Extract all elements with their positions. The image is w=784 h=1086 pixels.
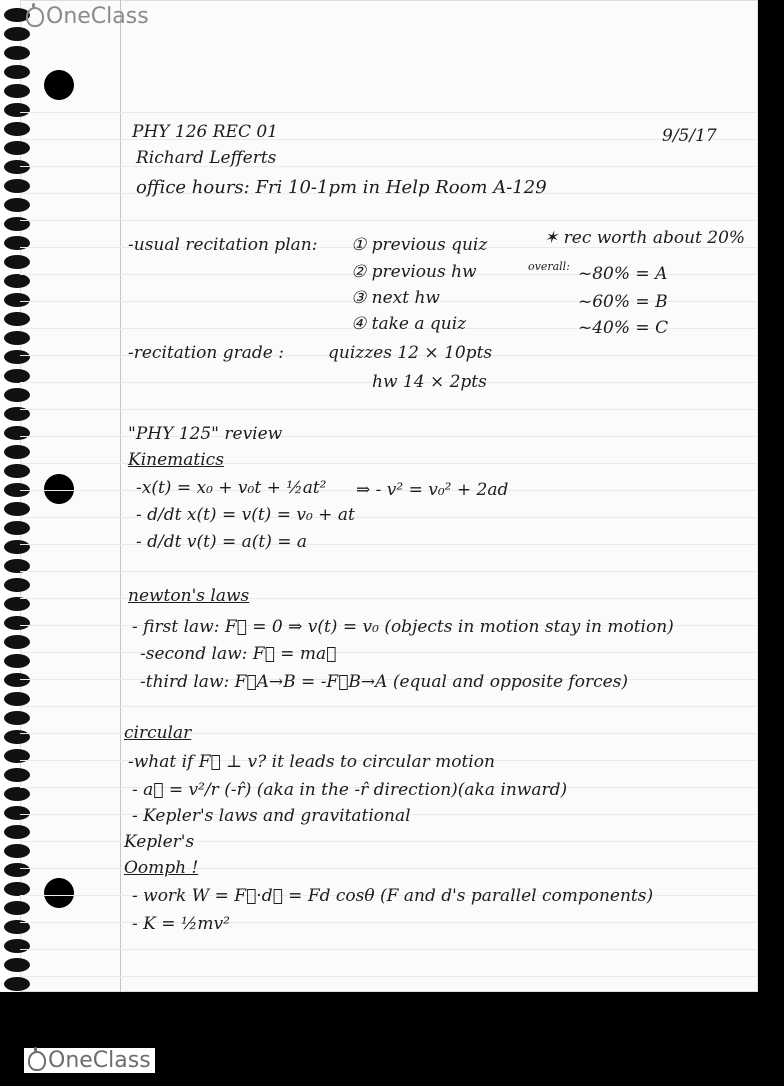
kinematics-heading: Kinematics	[128, 450, 224, 470]
spiral-coil	[4, 198, 30, 212]
spiral-coil	[4, 141, 30, 155]
spiral-coil	[4, 388, 30, 402]
grade-cutoff: ~60% = B	[578, 292, 668, 312]
recitation-plan-label: -usual recitation plan:	[128, 235, 318, 255]
spiral-coil	[4, 293, 30, 307]
newton-law: -third law: F⃗A→B = -F⃗B→A (equal and opposite forces)	[140, 672, 629, 692]
oomph-line: - K = ½mv²	[132, 914, 230, 934]
spiral-coil	[4, 255, 30, 269]
oomph-heading: Oomph !	[124, 858, 199, 878]
spiral-coil	[4, 426, 30, 440]
circular-line: - Kepler's laws and gravitational	[132, 806, 411, 826]
spiral-coil	[4, 844, 30, 858]
ruled-line	[20, 544, 758, 545]
spiral-coil	[4, 673, 30, 687]
watermark-text: OneClass	[46, 4, 149, 29]
watermark-bottom	[24, 1048, 155, 1073]
ruled-line	[20, 139, 758, 140]
spiral-coil	[4, 939, 30, 953]
ruled-line	[20, 517, 758, 518]
punch-hole	[44, 474, 74, 504]
ruled-line	[20, 949, 758, 950]
newton-law: -second law: F⃗ = ma⃗	[140, 644, 337, 664]
oneclass-logo-icon	[26, 7, 44, 27]
plan-item: ① previous quiz	[351, 235, 488, 255]
oneclass-logo-icon	[28, 1051, 46, 1071]
ruled-line	[20, 652, 758, 653]
keplers-text: Kepler's	[124, 832, 195, 852]
overall-label: overall:	[528, 260, 570, 273]
spiral-coil	[4, 521, 30, 535]
spiral-coil	[4, 179, 30, 193]
plan-item: ② previous hw	[351, 262, 477, 282]
circular-line: - a⃗ = v²/r (-r̂) (aka in the -r̂ direction)(aka inward)	[132, 780, 568, 800]
spiral-coil	[4, 312, 30, 326]
watermark-text: OneClass	[48, 1048, 151, 1073]
spiral-coil	[4, 901, 30, 915]
spiral-coil	[4, 578, 30, 592]
spiral-coil	[4, 882, 30, 896]
kinematics-line: -x(t) = x₀ + v₀t + ½at²	[136, 478, 327, 498]
oomph-line: - work W = F⃗·d⃗ = Fd cosθ (F and d's parallel components)	[132, 886, 654, 906]
punch-hole	[44, 70, 74, 100]
spiral-coil	[4, 654, 30, 668]
spiral-coil	[4, 122, 30, 136]
spiral-coil	[4, 540, 30, 554]
spiral-coil	[4, 274, 30, 288]
spiral-coil	[4, 711, 30, 725]
quizzes-points: quizzes 12 × 10pts	[328, 343, 493, 363]
spiral-coil	[4, 692, 30, 706]
circular-line: -what if F⃗ ⊥ v? it leads to circular motion	[128, 752, 495, 772]
plan-item: ④ take a quiz	[351, 314, 467, 334]
circular-heading: circular	[124, 723, 192, 743]
spiral-coil	[4, 27, 30, 41]
spiral-coil	[4, 65, 30, 79]
rec-worth-note: ✶ rec worth about 20%	[544, 228, 746, 248]
ruled-line	[20, 112, 758, 113]
recitation-grade-label: -recitation grade :	[128, 343, 284, 363]
spiral-coil	[4, 787, 30, 801]
spiral-coil	[4, 445, 30, 459]
spiral-coil	[4, 84, 30, 98]
spiral-coil	[4, 806, 30, 820]
spiral-coil	[4, 350, 30, 364]
spiral-coil	[4, 331, 30, 345]
review-title: "PHY 125" review	[128, 424, 283, 444]
kinematics-line: - d/dt v(t) = a(t) = a	[136, 532, 308, 552]
spiral-coil	[4, 825, 30, 839]
newton-heading: newton's laws	[128, 586, 250, 606]
spiral-coil	[4, 958, 30, 972]
newton-law: - first law: F⃗ = 0 ⇒ v(t) = v₀ (objects in motion stay in motion)	[132, 617, 674, 637]
ruled-line	[20, 922, 758, 923]
hw-points: hw 14 × 2pts	[372, 372, 487, 392]
spiral-coil	[4, 464, 30, 478]
spiral-coil	[4, 863, 30, 877]
ruled-line	[20, 409, 758, 410]
grade-cutoff: ~40% = C	[578, 318, 669, 338]
ruled-line	[20, 706, 758, 707]
watermark-top	[26, 4, 149, 29]
ruled-line	[20, 220, 758, 221]
spiral-coil	[4, 635, 30, 649]
spiral-coil	[4, 768, 30, 782]
instructor-name: Richard Lefferts	[136, 148, 277, 168]
plan-item: ③ next hw	[351, 288, 440, 308]
date: 9/5/17	[662, 126, 717, 146]
office-hours: office hours: Fri 10-1pm in Help Room A-129	[136, 177, 547, 198]
spiral-coil	[4, 977, 30, 991]
spiral-coil	[4, 369, 30, 383]
spiral-coil	[4, 597, 30, 611]
spiral-coil	[4, 502, 30, 516]
margin-line	[120, 0, 121, 992]
kinematics-line: - d/dt x(t) = v(t) = v₀ + at	[136, 505, 355, 525]
ruled-line	[20, 166, 758, 167]
spiral-coil	[4, 616, 30, 630]
punch-hole	[44, 878, 74, 908]
spiral-coil	[4, 103, 30, 117]
grade-cutoff: ~80% = A	[578, 264, 668, 284]
spiral-coil	[4, 46, 30, 60]
kinematics-result: ⇒ - v² = v₀² + 2ad	[356, 480, 509, 500]
ruled-line	[20, 571, 758, 572]
spiral-coil	[4, 160, 30, 174]
ruled-line	[20, 976, 758, 977]
course-title: PHY 126 REC 01	[132, 122, 278, 142]
